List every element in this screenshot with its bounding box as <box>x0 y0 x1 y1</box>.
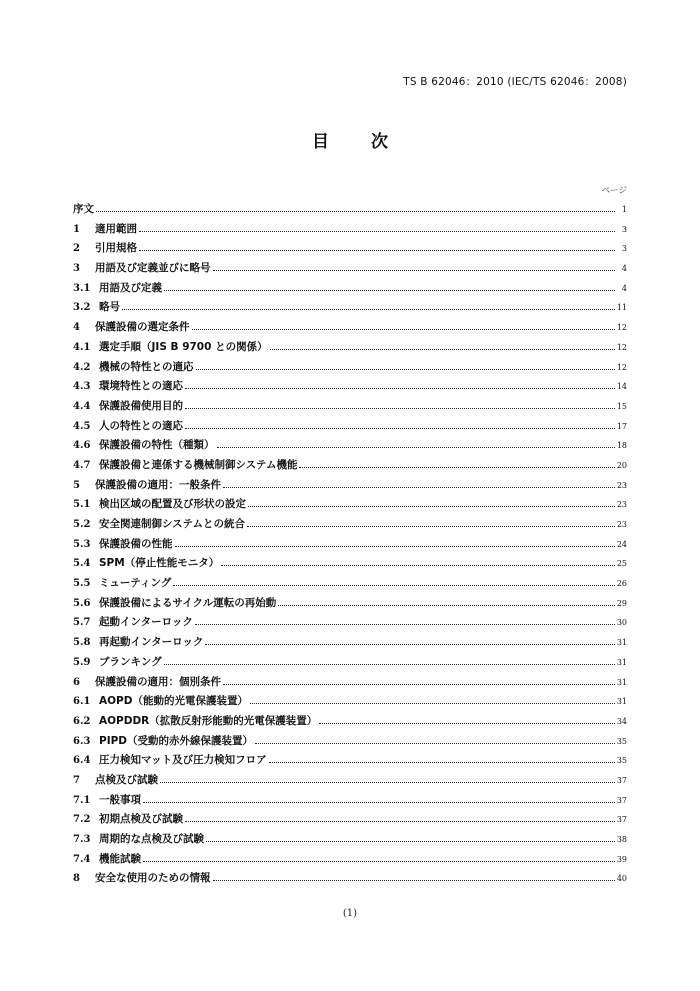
toc-entry[interactable] <box>73 751 627 771</box>
dot-leader <box>269 762 615 763</box>
dot-leader <box>248 506 615 507</box>
toc-entry-page: 35 <box>616 756 627 766</box>
toc-entry-title: 検出区域の配置及び形状の設定 <box>99 498 246 511</box>
dot-leader <box>195 624 615 625</box>
toc-entry-page: 31 <box>616 657 627 667</box>
dot-leader <box>250 703 615 704</box>
toc-entry[interactable] <box>73 712 627 732</box>
toc-entry-number: 3 <box>73 263 80 275</box>
toc-entry-page: 35 <box>616 736 627 746</box>
toc-entry[interactable] <box>73 673 627 693</box>
dot-leader <box>213 270 616 271</box>
dot-leader <box>164 664 615 665</box>
toc-entry-number: 6.4 <box>73 755 91 767</box>
toc-entry[interactable] <box>73 220 627 240</box>
toc-entry-number: 5 <box>73 479 80 491</box>
dot-leader <box>192 329 615 330</box>
toc-entry-number: 6 <box>73 676 80 688</box>
toc-entry-number: 6.2 <box>73 715 91 727</box>
toc-entry-title: 略号 <box>99 301 120 314</box>
toc-entry-number: 6.1 <box>73 696 91 708</box>
toc-entry-number: 7.2 <box>73 814 91 826</box>
page-number: (1) <box>342 908 358 919</box>
toc-entry[interactable] <box>73 574 627 594</box>
toc-entry-page: 3 <box>621 224 627 234</box>
toc-entry-page: 4 <box>621 283 627 293</box>
toc-entry-page: 31 <box>616 697 627 707</box>
toc-entry-number: 4.1 <box>73 341 91 353</box>
toc-entry-number: 5.7 <box>73 617 91 629</box>
toc-entry[interactable] <box>73 495 627 515</box>
toc-entry-title: 圧力検知マット及び圧力検知フロア <box>99 754 267 767</box>
toc-entry[interactable] <box>73 259 627 279</box>
dot-leader <box>221 565 615 566</box>
toc-entry-number: 4.6 <box>73 440 91 452</box>
toc-entry-page: 18 <box>616 441 627 451</box>
toc-entry-page: 23 <box>616 480 627 490</box>
toc-entry-title: 選定手順（JIS B 9700 との関係） <box>99 340 268 353</box>
dot-leader <box>319 723 615 724</box>
toc-entry-page: 30 <box>616 618 627 628</box>
toc-entry-page: 23 <box>616 520 627 529</box>
toc-entry[interactable] <box>73 200 627 220</box>
toc-entry-page: 26 <box>616 579 627 589</box>
toc-entry-title: 一般事項 <box>99 793 141 806</box>
toc-entry-title: 保護設備の適用：一般条件 <box>95 478 221 491</box>
toc-entry-number: 6.3 <box>73 735 91 747</box>
dot-leader <box>205 644 614 645</box>
toc-entry-title: 機能試験 <box>99 852 141 865</box>
toc-entry-page: 17 <box>616 421 627 431</box>
toc-entry-title: PIPD（受動的赤外線保護装置） <box>99 734 254 747</box>
dot-leader <box>223 684 615 685</box>
dot-leader <box>255 743 615 744</box>
toc-entry-number: 5.8 <box>73 637 91 649</box>
toc-entry-title: 引用規格 <box>95 242 137 255</box>
toc-entry[interactable] <box>73 239 627 259</box>
toc-entry-number: 7.4 <box>73 853 91 865</box>
dot-leader <box>96 211 615 212</box>
dot-leader <box>185 408 615 409</box>
toc-entry-title: 初期点検及び試験 <box>99 813 183 826</box>
toc-entry-title: ブランキング <box>99 655 162 668</box>
toc-entry-page: 39 <box>616 854 627 864</box>
toc-entry[interactable] <box>73 830 627 850</box>
toc-entry[interactable] <box>73 456 627 476</box>
toc-entry-title: AOPD（能動的光電保護装置） <box>99 695 248 708</box>
dot-leader <box>143 802 615 803</box>
toc-entry-page: 40 <box>616 874 627 884</box>
toc-entry-title: ミューティング <box>99 577 172 590</box>
toc-entry-title: AOPDDR（拡散反射形能動的光電保護装置） <box>99 714 318 727</box>
dot-leader <box>185 428 615 429</box>
dot-leader <box>143 861 615 862</box>
page-column-label: ページ <box>601 186 627 196</box>
toc-entry-page: 38 <box>616 835 627 844</box>
toc-entry-number: 5.4 <box>73 558 91 570</box>
dot-leader <box>270 349 615 350</box>
toc-entry[interactable] <box>73 692 627 712</box>
toc-entry-title: 周期的な点検及び試験 <box>99 833 204 845</box>
toc-entry[interactable] <box>73 613 627 633</box>
dot-leader <box>247 526 615 527</box>
toc-entry[interactable] <box>73 476 627 496</box>
toc-entry[interactable] <box>73 377 627 397</box>
dot-leader <box>213 880 615 881</box>
toc-entry[interactable] <box>73 318 627 338</box>
toc-entry-page: 31 <box>616 638 627 648</box>
dot-leader <box>185 821 615 822</box>
toc-entry-page: 25 <box>616 559 627 569</box>
toc-entry-number: 7 <box>73 774 80 786</box>
toc-entry-page: 1 <box>621 205 627 214</box>
toc-entry[interactable] <box>73 732 627 752</box>
toc-entry-page: 23 <box>616 500 627 510</box>
toc-entry-number: 7.1 <box>73 794 91 806</box>
toc-entry-number: 4.2 <box>73 361 91 373</box>
toc-entry[interactable] <box>73 298 627 318</box>
toc-entry[interactable] <box>73 358 627 378</box>
toc-entry-title: 用語及び定義 <box>99 281 162 294</box>
table-of-contents <box>73 200 627 889</box>
dot-leader <box>299 467 614 468</box>
toc-entry-number: 4.4 <box>73 400 91 412</box>
page-title: 目 次 <box>312 132 406 152</box>
toc-entry-title: 保護設備によるサイクル運転の再始動 <box>99 596 277 609</box>
toc-entry-title: 保護設備の選定条件 <box>95 321 190 334</box>
toc-entry-number: 4.7 <box>73 459 91 471</box>
toc-entry-title: 保護設備の適用：個別条件 <box>95 675 221 688</box>
toc-entry[interactable] <box>73 436 627 456</box>
toc-entry-page: 4 <box>621 264 627 274</box>
toc-entry-number: 2 <box>73 243 80 255</box>
toc-entry-page: 12 <box>616 362 627 372</box>
toc-entry-page: 20 <box>616 460 627 470</box>
toc-entry-number: 5.9 <box>73 656 91 668</box>
toc-entry-page: 12 <box>616 342 627 352</box>
toc-entry-number: 5.2 <box>73 519 91 530</box>
toc-entry-number: 4.3 <box>73 381 91 393</box>
toc-entry-number: 3.2 <box>73 302 91 314</box>
toc-entry-number: 5.5 <box>73 578 91 590</box>
toc-entry-title: 人の特性との適応 <box>99 419 183 432</box>
toc-entry[interactable] <box>73 535 627 555</box>
dot-leader <box>223 487 615 488</box>
toc-entry-number: 3.1 <box>73 282 91 294</box>
toc-entry-number: 1 <box>73 223 80 235</box>
toc-entry-title: 保護設備と連係する機械制御システム機能 <box>99 458 298 471</box>
toc-entry[interactable] <box>73 771 627 791</box>
toc-entry[interactable] <box>73 594 627 614</box>
toc-entry-page: 11 <box>616 303 627 313</box>
toc-entry[interactable] <box>73 791 627 811</box>
toc-entry-title: SPM（停止性能モニタ） <box>99 557 220 570</box>
toc-entry-page: 12 <box>616 323 627 333</box>
toc-entry-title: 再起動インターロック <box>99 636 204 649</box>
toc-entry[interactable] <box>73 397 627 417</box>
dot-leader <box>185 388 615 389</box>
toc-entry-page: 3 <box>621 244 627 254</box>
toc-entry-page: 14 <box>616 382 627 392</box>
toc-entry-page: 37 <box>616 775 627 785</box>
toc-entry[interactable] <box>73 279 627 299</box>
toc-entry-page: 15 <box>616 401 627 411</box>
toc-entry-title: 環境特性との適応 <box>99 380 183 393</box>
toc-entry-number: 4 <box>73 322 80 334</box>
toc-entry-title: 保護設備使用目的 <box>99 399 183 412</box>
toc-entry-number: 5.3 <box>73 538 91 550</box>
toc-entry-page: 37 <box>616 795 627 805</box>
toc-entry-page: 34 <box>616 716 627 726</box>
toc-entry-title: 保護設備の特性（種類） <box>99 439 215 452</box>
toc-entry[interactable] <box>73 633 627 653</box>
toc-entry[interactable] <box>73 417 627 437</box>
toc-entry[interactable] <box>73 338 627 358</box>
toc-entry-number: 4.5 <box>73 420 91 432</box>
dot-leader <box>278 605 615 606</box>
document-id: TS B 62046：2010 (IEC/TS 62046：2008) <box>403 76 627 88</box>
toc-entry-title: 保護設備の性能 <box>99 537 173 550</box>
toc-entry-title: 安全関連制御システムとの統合 <box>99 518 245 530</box>
dot-leader <box>160 782 615 783</box>
toc-entry-title: 点検及び試験 <box>95 773 158 786</box>
dot-leader <box>122 309 615 310</box>
dot-leader <box>196 369 615 370</box>
toc-entry-number: 7.3 <box>73 834 91 845</box>
toc-entry-title: 用語及び定義並びに略号 <box>95 262 211 275</box>
dot-leader <box>206 841 615 842</box>
dot-leader <box>175 546 615 547</box>
toc-entry-title: 序文 <box>73 203 94 215</box>
toc-entry-page: 29 <box>616 598 627 608</box>
toc-entry[interactable] <box>73 869 627 889</box>
toc-entry-number: 5.1 <box>73 499 91 511</box>
toc-entry[interactable] <box>73 653 627 673</box>
toc-entry-number: 8 <box>73 873 80 885</box>
dot-leader <box>139 231 615 232</box>
dot-leader <box>173 585 615 586</box>
toc-entry-title: 起動インターロック <box>99 616 193 629</box>
toc-entry[interactable] <box>73 810 627 830</box>
toc-entry-number: 5.6 <box>73 597 91 609</box>
toc-entry[interactable] <box>73 554 627 574</box>
toc-entry[interactable] <box>73 515 627 535</box>
dot-leader <box>139 250 615 251</box>
toc-entry-title: 適用範囲 <box>95 222 137 235</box>
dot-leader <box>217 447 615 448</box>
toc-entry-title: 機械の特性との適応 <box>99 360 194 373</box>
toc-entry-title: 安全な使用のための情報 <box>95 872 211 885</box>
toc-entry-page: 31 <box>616 677 627 687</box>
dot-leader <box>164 290 615 291</box>
toc-entry-page: 24 <box>616 539 627 549</box>
toc-entry[interactable] <box>73 850 627 870</box>
toc-entry-page: 37 <box>616 815 627 825</box>
